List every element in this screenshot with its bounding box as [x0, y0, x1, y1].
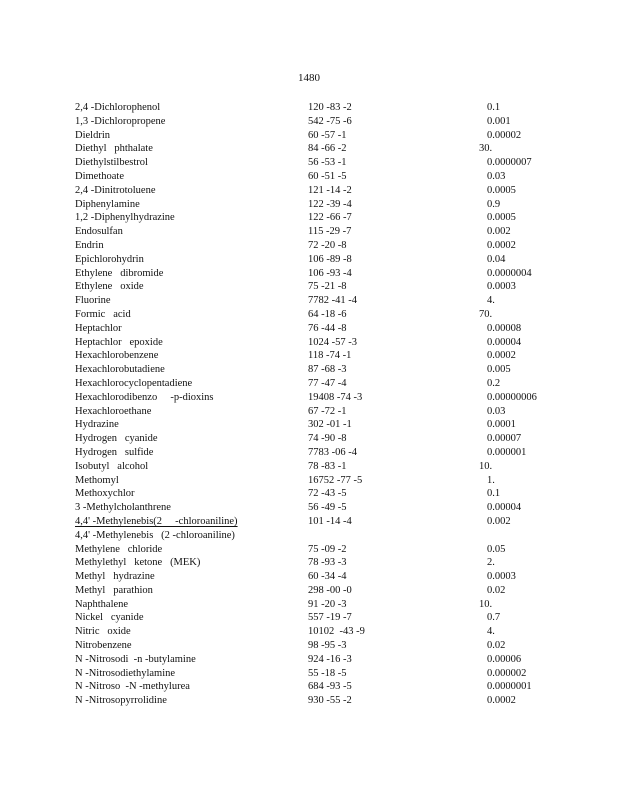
- cas-number: 302 -01 -1: [308, 419, 352, 431]
- chemical-name: Hexachloroethane: [75, 405, 152, 417]
- chemical-name: Ethylene oxide: [75, 281, 144, 293]
- table-row: [75, 129, 545, 143]
- table-row: [75, 336, 545, 350]
- table-row: [75, 101, 545, 115]
- cas-number: 72 -20 -8: [308, 239, 347, 251]
- chemical-name: Naphthalene: [75, 598, 129, 610]
- table-row: [75, 115, 545, 129]
- cas-number: 74 -90 -8: [308, 433, 347, 445]
- chemical-name: Diethylstilbestrol: [75, 157, 148, 169]
- cas-number: 930 -55 -2: [308, 695, 352, 707]
- table-row: [75, 280, 545, 294]
- cas-number: 75 -09 -2: [308, 543, 347, 555]
- table-row: [75, 543, 545, 557]
- cas-number: 542 -75 -6: [308, 115, 352, 127]
- limit-value: 0.000002: [487, 667, 527, 679]
- table-row: [75, 598, 545, 612]
- table-row: [75, 570, 545, 584]
- chemical-name: Heptachlor: [75, 322, 122, 334]
- cas-number: 120 -83 -2: [308, 102, 352, 113]
- table-row: [75, 529, 545, 543]
- chemical-name: 4,4' -Methylenebis(2 -chloroaniline): [75, 515, 238, 527]
- cas-number: 557 -19 -7: [308, 612, 352, 624]
- table-row: [75, 267, 545, 281]
- chemical-name: Methomyl: [75, 474, 119, 486]
- limit-value: 2.: [487, 557, 495, 569]
- cas-number: 64 -18 -6: [308, 308, 347, 320]
- cas-number: 7782 -41 -4: [308, 295, 357, 307]
- limit-value: 0.05: [487, 543, 506, 555]
- chemical-name: Hexachlorodibenzo -p-dioxins: [75, 391, 214, 403]
- cas-number: 60 -51 -5: [308, 170, 347, 182]
- cas-number: 924 -16 -3: [308, 653, 352, 665]
- table-row: [75, 474, 545, 488]
- table-row: [75, 515, 545, 529]
- cas-number: 118 -74 -1: [308, 350, 352, 362]
- table-row: [75, 225, 545, 239]
- chemical-name: Epichlorohydrin: [75, 253, 144, 265]
- limit-value: 0.1: [487, 102, 501, 113]
- table-row: [75, 170, 545, 184]
- table-row: [75, 667, 545, 681]
- limit-value: 1.: [487, 474, 495, 486]
- chemical-name: Hexachlorocyclopentadiene: [75, 377, 193, 389]
- table-row: [75, 377, 545, 391]
- table-row: [75, 446, 545, 460]
- limit-value: 0.0000007: [487, 157, 532, 169]
- limit-value: 10.: [479, 598, 493, 610]
- limit-value: 30.: [479, 143, 493, 155]
- chemical-name: Isobutyl alcohol: [75, 460, 149, 472]
- limit-value: 0.0005: [487, 184, 516, 196]
- limit-value: 10.: [479, 460, 493, 472]
- cas-number: 106 -93 -4: [308, 267, 352, 279]
- cas-number: 56 -53 -1: [308, 157, 347, 169]
- limit-value: 0.000001: [487, 446, 527, 458]
- limit-value: 0.00000006: [487, 391, 537, 403]
- limit-value: 0.001: [487, 115, 511, 127]
- chemical-name: Endosulfan: [75, 226, 123, 238]
- chemical-name: Methylene chloride: [75, 543, 163, 555]
- limit-value: 0.00002: [487, 129, 522, 141]
- limit-value: 0.00004: [487, 502, 522, 514]
- limit-value: 0.0003: [487, 571, 516, 583]
- cas-number: 72 -43 -5: [308, 488, 347, 500]
- chemical-name: Hydrogen cyanide: [75, 433, 158, 445]
- limit-value: 0.0002: [487, 239, 516, 251]
- cas-number: 78 -83 -1: [308, 460, 347, 472]
- table-row: [75, 294, 545, 308]
- limit-value: 0.002: [487, 515, 511, 527]
- chemical-name: N -Nitroso -N -methylurea: [75, 681, 190, 693]
- limit-value: 0.03: [487, 170, 506, 182]
- table-row: [75, 501, 545, 515]
- cas-number: 122 -39 -4: [308, 198, 352, 210]
- limit-value: 0.0005: [487, 212, 516, 224]
- chemical-name: Methoxychlor: [75, 488, 135, 500]
- limit-value: 0.002: [487, 226, 511, 238]
- cas-number: 106 -89 -8: [308, 253, 352, 265]
- cas-number: 60 -34 -4: [308, 571, 347, 583]
- cas-number: 76 -44 -8: [308, 322, 347, 334]
- table-row: [75, 142, 545, 156]
- table-row: [75, 625, 545, 639]
- limit-value: 0.00004: [487, 336, 522, 348]
- table-row: [75, 239, 545, 253]
- limit-value: 0.005: [487, 364, 511, 376]
- chemical-table: [75, 101, 545, 708]
- table-row: [75, 680, 545, 694]
- page-number: 1480: [298, 72, 320, 84]
- table-row: [75, 487, 545, 501]
- chemical-name: N -Nitrosodiethylamine: [75, 667, 176, 679]
- chemical-name: Nickel cyanide: [75, 612, 144, 624]
- limit-value: 0.0003: [487, 281, 516, 293]
- chemical-name: Heptachlor epoxide: [75, 336, 163, 348]
- table-row: [75, 391, 545, 405]
- limit-value: 0.2: [487, 377, 501, 389]
- cas-number: 98 -95 -3: [308, 640, 347, 652]
- table-row: [75, 322, 545, 336]
- table-row: [75, 405, 545, 419]
- chemical-name: Methylethyl ketone (MEK): [75, 557, 201, 569]
- cas-number: 87 -68 -3: [308, 364, 347, 376]
- chemical-name: Hexachlorobenzene: [75, 350, 159, 362]
- chemical-name: 2,4 -Dichlorophenol: [75, 102, 161, 113]
- chemical-name: 1,3 -Dichloropropene: [75, 115, 166, 127]
- chemical-name: Methyl parathion: [75, 584, 153, 596]
- cas-number: 55 -18 -5: [308, 667, 347, 679]
- chemical-name: Hydrazine: [75, 419, 119, 431]
- chemical-name: 4,4' -Methylenebis (2 -chloroaniline): [75, 529, 235, 541]
- table-row: [75, 611, 545, 625]
- table-row: [75, 363, 545, 377]
- cas-number: 10102 -43 -9: [308, 626, 365, 638]
- cas-number: 78 -93 -3: [308, 557, 347, 569]
- cas-number: 121 -14 -2: [308, 184, 352, 196]
- cas-number: 91 -20 -3: [308, 598, 347, 610]
- limit-value: 0.0000001: [487, 681, 532, 693]
- table-row: [75, 308, 545, 322]
- chemical-name: Formic acid: [75, 308, 131, 320]
- chemical-name: Fluorine: [75, 295, 111, 307]
- table-row: [75, 156, 545, 170]
- chemical-name: Hexachlorobutadiene: [75, 364, 165, 376]
- limit-value: 0.0000004: [487, 267, 532, 279]
- chemical-name: Ethylene dibromide: [75, 267, 164, 279]
- cas-number: 684 -93 -5: [308, 681, 352, 693]
- table-row: [75, 184, 545, 198]
- cas-number: 19408 -74 -3: [308, 391, 363, 403]
- chemical-name: Nitric oxide: [75, 626, 131, 638]
- cas-number: 122 -66 -7: [308, 212, 352, 224]
- cas-number: 115 -29 -7: [308, 226, 352, 238]
- cas-number: 1024 -57 -3: [308, 336, 357, 348]
- limit-value: 0.04: [487, 253, 506, 265]
- table-row: [75, 584, 545, 598]
- limit-value: 0.0001: [487, 419, 516, 431]
- cas-number: 101 -14 -4: [308, 515, 352, 527]
- limit-value: 0.9: [487, 198, 501, 210]
- table-row: [75, 556, 545, 570]
- chemical-name: Endrin: [75, 239, 104, 251]
- chemical-name: Nitrobenzene: [75, 640, 132, 652]
- chemical-name: Diethyl phthalate: [75, 143, 153, 155]
- table-row: [75, 198, 545, 212]
- chemical-name: Diphenylamine: [75, 198, 140, 210]
- limit-value: 0.03: [487, 405, 506, 417]
- limit-value: 0.00008: [487, 322, 522, 334]
- chemical-name: N -Nitrosodi -n -butylamine: [75, 653, 196, 665]
- cas-number: 56 -49 -5: [308, 502, 347, 514]
- chemical-name: Methyl hydrazine: [75, 571, 155, 583]
- limit-value: 0.02: [487, 640, 506, 652]
- cas-number: 75 -21 -8: [308, 281, 347, 293]
- table-row: [75, 211, 545, 225]
- chemical-name: N -Nitrosopyrrolidine: [75, 695, 167, 707]
- limit-value: 0.1: [487, 488, 501, 500]
- table-row: [75, 694, 545, 708]
- table-row: [75, 349, 545, 363]
- limit-value: 0.00006: [487, 653, 522, 665]
- table-row: [75, 418, 545, 432]
- limit-value: 4.: [487, 626, 495, 638]
- limit-value: 0.0002: [487, 350, 516, 362]
- cas-number: 7783 -06 -4: [308, 446, 357, 458]
- chemical-name: 1,2 -Diphenylhydrazine: [75, 212, 175, 224]
- cas-number: 67 -72 -1: [308, 405, 347, 417]
- table-row: [75, 639, 545, 653]
- limit-value: 0.00007: [487, 433, 522, 445]
- limit-value: 0.7: [487, 612, 501, 624]
- cas-number: 298 -00 -0: [308, 584, 352, 596]
- cas-number: 60 -57 -1: [308, 129, 347, 141]
- limit-value: 70.: [479, 308, 493, 320]
- table-row: [75, 253, 545, 267]
- chemical-name: Hydrogen sulfide: [75, 446, 154, 458]
- chemical-name: Dieldrin: [75, 129, 110, 141]
- limit-value: 0.0002: [487, 695, 516, 707]
- chemical-name: 3 -Methylcholanthrene: [75, 502, 171, 514]
- limit-value: 0.02: [487, 584, 506, 596]
- table-row: [75, 653, 545, 667]
- cas-number: 77 -47 -4: [308, 377, 347, 389]
- chemical-name: Dimethoate: [75, 170, 124, 182]
- table-row: [75, 432, 545, 446]
- cas-number: 84 -66 -2: [308, 143, 347, 155]
- table-row: [75, 460, 545, 474]
- cas-number: 16752 -77 -5: [308, 474, 363, 486]
- chemical-name: 2,4 -Dinitrotoluene: [75, 184, 156, 196]
- limit-value: 4.: [487, 295, 495, 307]
